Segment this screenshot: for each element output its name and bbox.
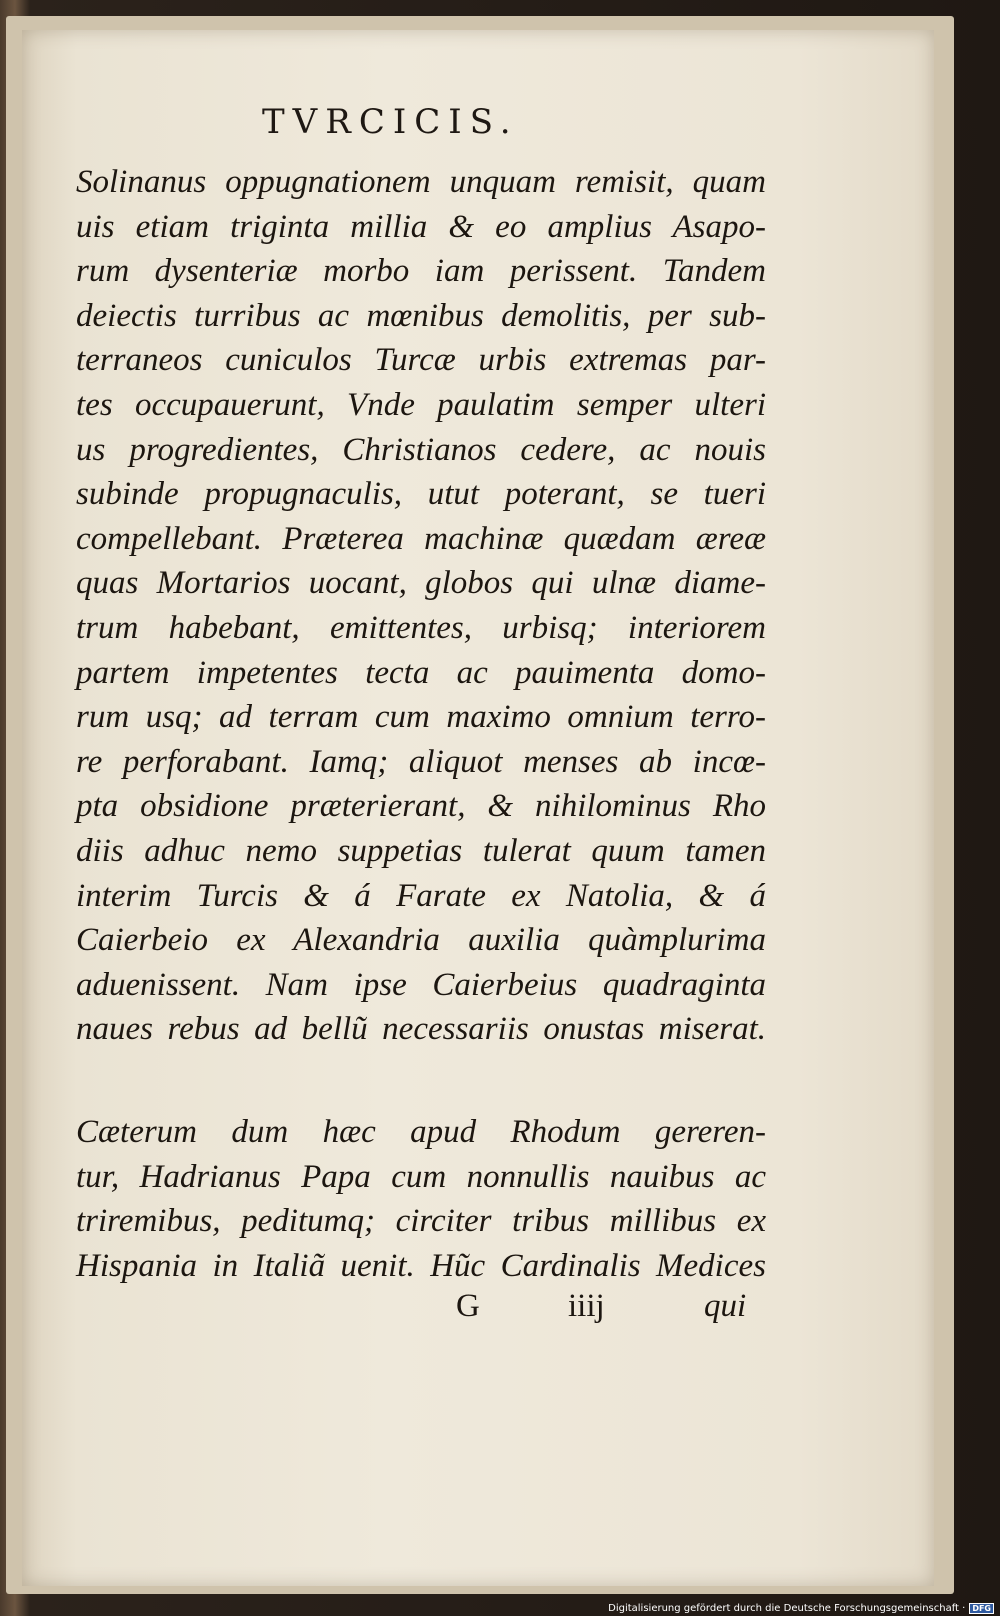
text-line: interim Turcis & á Farate ex Natolia, & á <box>76 877 766 914</box>
text-line: subinde propugnaculis, utut poterant, se tueri <box>76 476 766 513</box>
text-line: tur, Hadrianus Papa cum nonnullis nauibus ac <box>76 1158 766 1195</box>
text-line: partem impetentes tecta ac pauimenta domo- <box>76 654 766 691</box>
page-inner <box>22 30 934 1586</box>
running-head: TVRCICIS. <box>262 102 519 142</box>
text-line: triremibus, peditumq; circiter tribus millibus ex <box>76 1203 766 1240</box>
book-page <box>22 30 934 1586</box>
credit-text: Digitalisierung gefördert durch die Deutsche Forschungsgemeinschaft · <box>608 1603 966 1614</box>
text-line: deiectis turribus ac mœnibus demolitis, per sub- <box>76 297 766 334</box>
text-line: rum dysenteriæ morbo iam perissent. Tandem <box>76 253 766 290</box>
paragraph-2 <box>76 1110 766 1288</box>
text-line: uis etiam triginta millia & eo amplius Asapo- <box>76 208 766 245</box>
catchword: qui <box>704 1288 747 1324</box>
text-line: us progredientes, Christianos cedere, ac nouis <box>76 431 766 468</box>
text-line: tes occupauerunt, Vnde paulatim semper ulteri <box>76 386 766 423</box>
text-line: trum habebant, emittentes, urbisq; interiorem <box>76 609 766 646</box>
signature-mark: G <box>456 1288 480 1324</box>
text-line: aduenissent. Nam ipse Caierbeius quadraginta <box>76 966 766 1003</box>
text-line: pta obsidione præterierant, & nihilominus Rho <box>76 788 766 825</box>
text-line: quas Mortarios uocant, globos qui ulnæ diame- <box>76 565 766 602</box>
text-line: Solinanus oppugnationem unquam remisit, quam <box>76 164 766 200</box>
digitization-credit <box>608 1603 994 1614</box>
text-line: naues rebus ad bellũ necessariis onustas miserat. <box>76 1011 766 1048</box>
text-line: compellebant. Præterea machinæ quædam æreæ <box>76 520 766 557</box>
paragraph-1 <box>76 160 766 1052</box>
dfg-logo-icon: DFG <box>969 1603 994 1614</box>
text-line: Hispania in Italiã uenit. Hũc Cardinalis Medices <box>76 1247 766 1284</box>
text-line: diis adhuc nemo suppetias tulerat quum tamen <box>76 832 766 869</box>
text-line: terraneos cuniculos Turcæ urbis extremas par- <box>76 342 766 379</box>
leaf-number: iiij <box>568 1288 605 1324</box>
text-line: rum usq; ad terram cum maximo omnium terro- <box>76 699 766 736</box>
text-line: Caierbeio ex Alexandria auxilia quàmplurima <box>76 922 766 959</box>
text-line: re perforabant. Iamq; aliquot menses ab incœ- <box>76 743 766 780</box>
text-line: Cæterum dum hæc apud Rhodum gereren- <box>76 1114 766 1150</box>
